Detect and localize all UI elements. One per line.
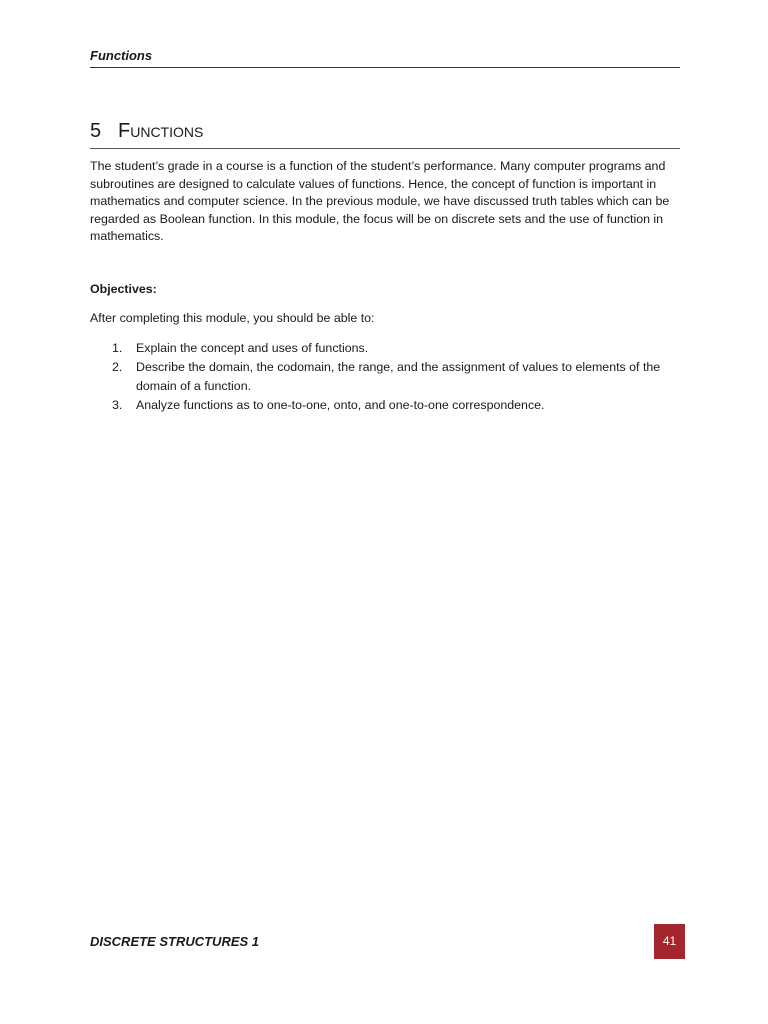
- intro-paragraph: The student’s grade in a course is a function of the student’s performance. Many computer programs and subroutines are designed to calculate values of functions. Hence, the concept of function is important in mathematics and computer science. In the previous module, we have discussed truth tables which can be regarded as Boolean function. In this module, the focus will be on discrete sets and the use of function in mathematics.: [90, 159, 670, 244]
- objective-number: 2.: [112, 360, 123, 375]
- objective-item: [90, 358, 682, 395]
- objective-number: 3.: [112, 398, 123, 413]
- objective-text: Describe the domain, the codomain, the range, and the assignment of values to elements of the domain of a function.: [136, 360, 661, 393]
- chapter-number: 5: [90, 120, 102, 142]
- page-number-badge: 41: [654, 924, 685, 959]
- objectives-heading: Objectives:: [90, 282, 157, 296]
- objective-number: 1.: [112, 341, 123, 355]
- objective-list: [90, 339, 682, 416]
- page-header: [90, 46, 680, 68]
- chapter-heading: [90, 116, 680, 149]
- objectives-lead: After completing this module, you should be able to:: [90, 311, 375, 325]
- footer-course-title: DISCRETE STRUCTURES 1: [90, 934, 260, 949]
- objective-item: [90, 339, 682, 357]
- objective-text: Analyze functions as to one-to-one, onto, and one-to-one correspondence.: [136, 398, 545, 413]
- objective-text: Explain the concept and uses of functions.: [136, 341, 369, 355]
- objective-item: [90, 396, 682, 414]
- running-head: Functions: [90, 48, 153, 63]
- chapter-title: Functions: [118, 120, 204, 142]
